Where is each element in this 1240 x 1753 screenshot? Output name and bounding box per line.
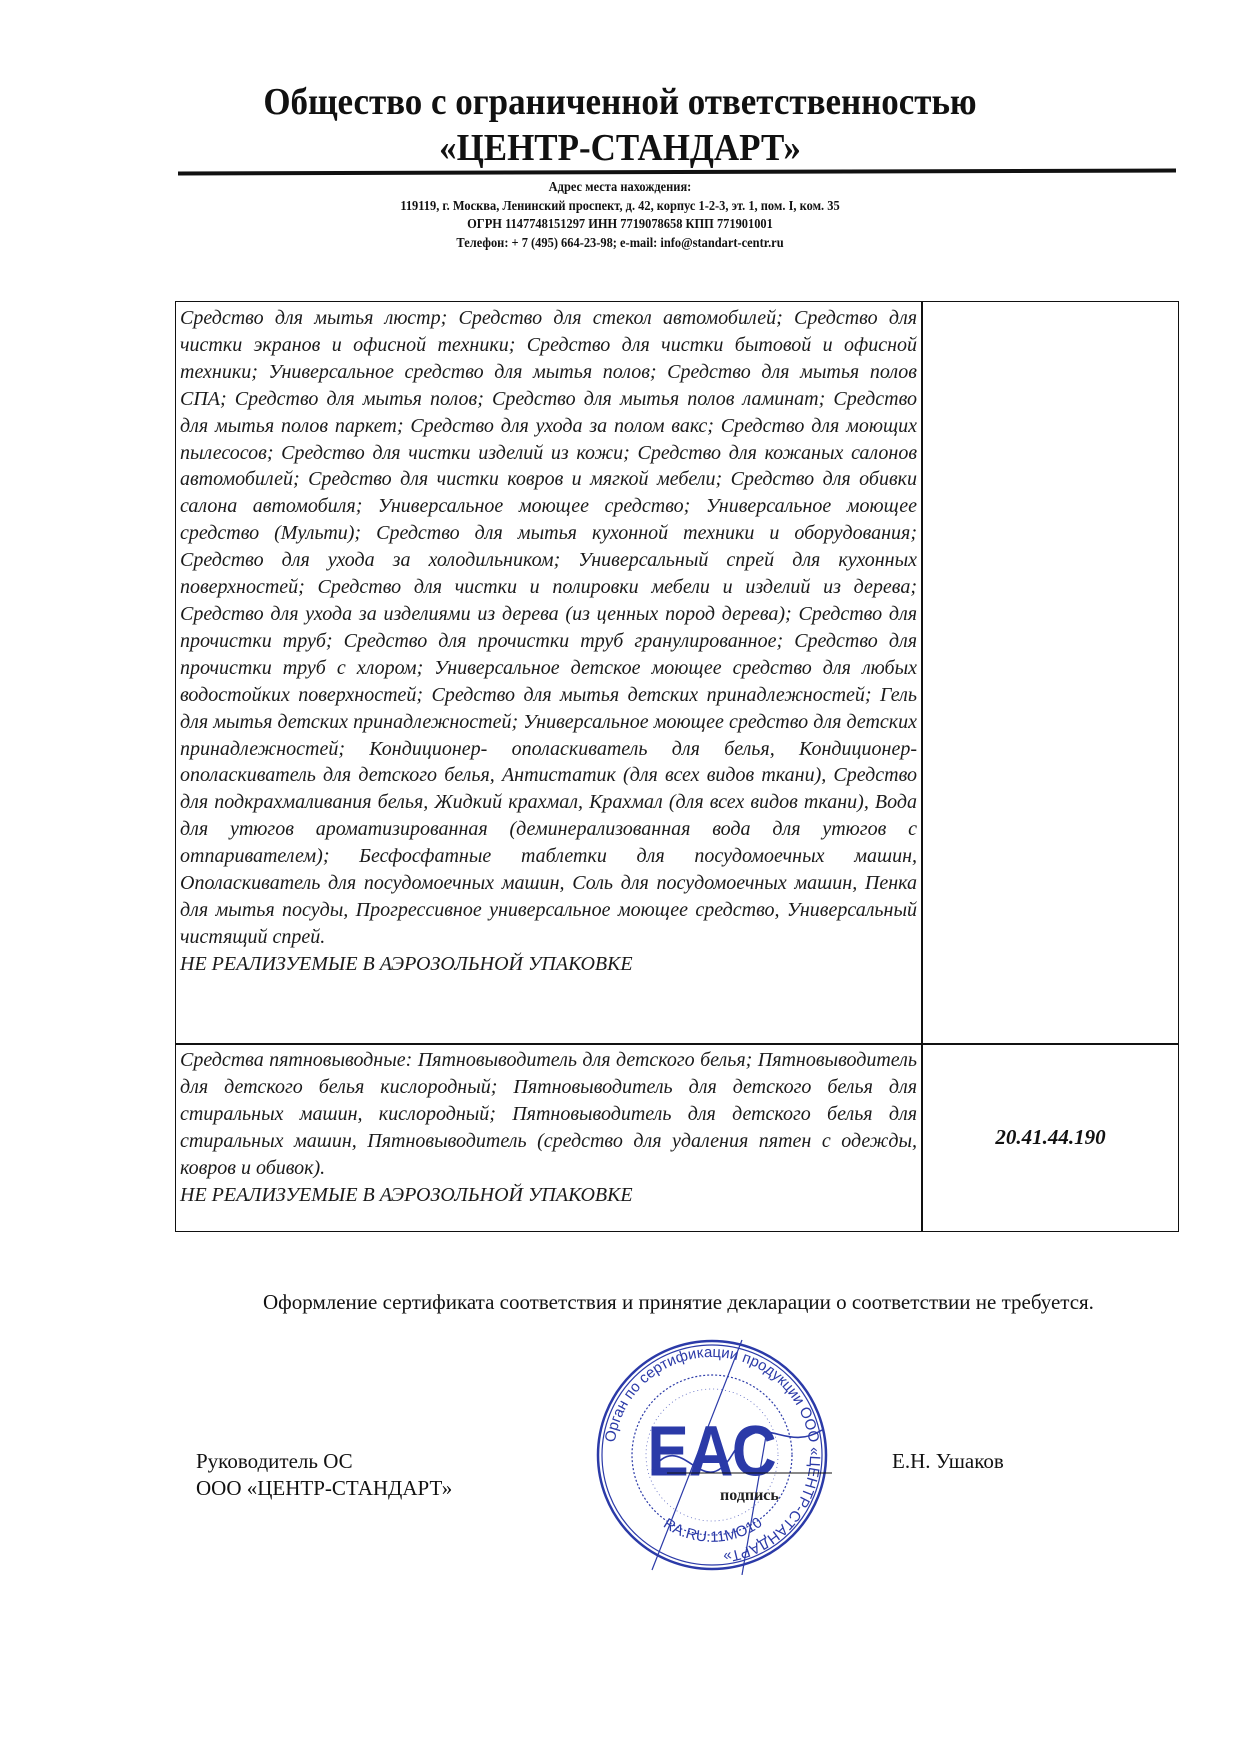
position-line-2: ООО «ЦЕНТР-СТАНДАРТ» <box>196 1476 453 1500</box>
okpd2-code: 20.41.44.190 <box>995 1124 1106 1149</box>
table-row-description <box>180 305 917 978</box>
aerosol-note: НЕ РЕАЛИЗУЕМЫЕ В АЭРОЗОЛЬНОЙ УПАКОВКЕ <box>180 952 633 975</box>
company-name: «ЦЕНТР-СТАНДАРТ» <box>439 127 801 169</box>
product-list: Средства пятновыводные: Пятновыводитель для детского белья; Пятновыводитель для детского белья кислородный; Пятновыводитель для детского белья для стиральных машин, кислородный; Пятновыводитель для детского белья для стиральных машин, Пятновыводитель (средство для удаления пятен с одежды, ковров и обивок). <box>180 1049 917 1179</box>
company-address-block <box>0 178 1240 252</box>
company-legal-form: Общество с ограниченной ответственностью <box>263 81 977 123</box>
signature-label: подпись <box>720 1487 779 1504</box>
svg-text:Орган по сертификации продукци: Орган по сертификации продукции ООО «ЦЕНТР-СТАНДАРТ» <box>601 1343 824 1566</box>
table-row-description <box>180 1047 917 1208</box>
aerosol-note: НЕ РЕАЛИЗУЕМЫЕ В АЭРОЗОЛЬНОЙ УПАКОВКЕ <box>180 1183 633 1206</box>
products-table <box>175 301 1179 1232</box>
registration-line: ОГРН 1147748151297 ИНН 7719078658 КПП 771901001 <box>467 216 773 231</box>
svg-text:ЕАС: ЕАС <box>647 1412 777 1492</box>
address-label: Адрес места нахождения: <box>548 179 692 194</box>
certification-stamp-icon <box>592 1335 832 1575</box>
svg-text:RA.RU.11МО10: RA.RU.11МО10 <box>660 1514 766 1546</box>
certification-statement: Оформление сертификата соответствия и принятие декларации о соответствии не требуется. <box>263 1290 1094 1314</box>
position-line-1: Руководитель ОС <box>196 1449 353 1473</box>
contacts-line: Телефон: + 7 (495) 664-23-98; e-mail: info@standart-centr.ru <box>456 234 784 250</box>
product-list: Средство для мытья люстр; Средство для стекол автомобилей; Средство для чистки экранов и офисной техники; Средство для чистки бытовой и офисной техники; Универсальное средство для мытья полов; Средство для мытья полов СПА; Средство для мытья полов; Средство для мытья полов ламинат; Средство для мытья полов паркет; Средство для ухода за полом вакс; Средство для моющих пылесосов; Средство для чистки изделий из кожи; Средство для кожаных салонов автомобилей; Средство для чистки ковров и мягкой мебели; Средство для обивки салона автомобиля; Универсальное моющее средство; Универсальное моющее средство (Мульти); Средство для мытья кухонной техники и оборудования; Средство для ухода за холодильником; Универсальный спрей для кухонных поверхностей; Средство для чистки и полировки мебели и изделий из дерева; Средство для ухода за изделиями из дерева (из ценных пород дерева); Средство для прочистки труб; Средство для прочистки труб гранулированное; Средство для прочистки труб с хлором; Универсальное детское моющее средство для любых водостойких поверхностей; Средство для мытья детских принадлежностей; Гель для мытья детских принадлежностей; Универсальное моющее средство для детских принадлежностей; Кондиционер- ополаскиватель для белья, Кондиционер- ополаскиватель для детского белья, Антистатик (для всех видов ткани), Средство для подкрахмаливания белья, Жидкий крахмал, Крахмал (для всех видов ткани), Вода для утюгов ароматизированная (деминерализованная вода для утюгов с отпаривателем); Бесфосфатные таблетки для посудомоечных машин, Ополаскиватель для посудомоечных машин, Соль для посудомоечных машин, Пенка для мытья посуды, Прогрессивное универсальное моющее средство, Универсальный чистящий спрей. <box>180 307 917 948</box>
address-line: 119119, г. Москва, Ленинский проспект, д. 42, корпус 1-2-3, эт. 1, пом. I, ком. 35 <box>400 197 840 213</box>
signatory-position <box>196 1448 452 1502</box>
signatory-name: Е.Н. Ушаков <box>892 1449 1004 1473</box>
